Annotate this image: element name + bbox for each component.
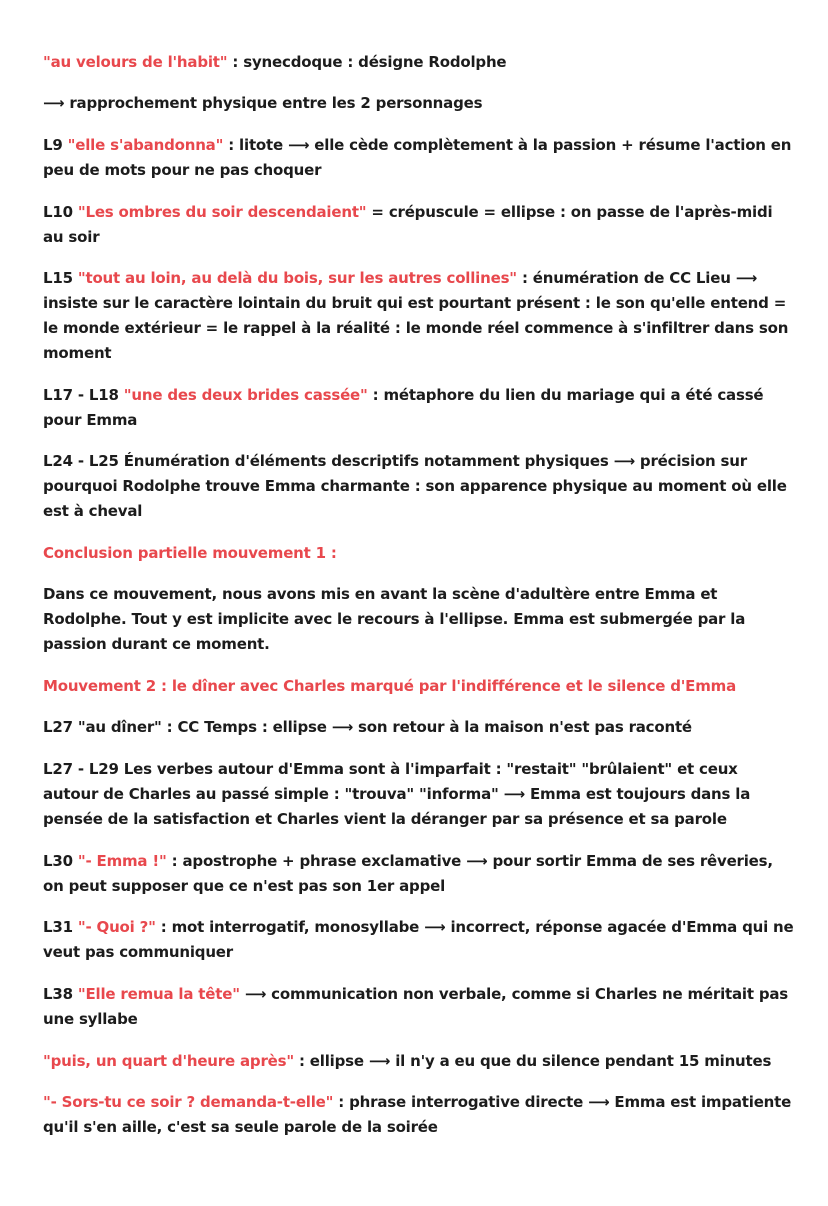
quote-highlight: Conclusion partielle mouvement 1 : xyxy=(43,544,337,562)
text-run: L27 "au dîner" : CC Temps : ellipse ⟶ son retour à la maison n'est pas raconté xyxy=(43,718,692,736)
text-run: L10 xyxy=(43,203,78,221)
text-run: : phrase interrogative directe ⟶ Emma est impatiente qu'il s'en aille, c'est sa seule parole de la soirée xyxy=(43,1093,792,1136)
section-heading xyxy=(43,541,795,566)
text-run: L30 xyxy=(43,852,78,870)
text-run: L17 - L18 xyxy=(43,386,124,404)
text-run: : ellipse ⟶ il n'y a eu que du silence pendant 15 minutes xyxy=(293,1052,772,1070)
paragraph xyxy=(43,91,795,116)
paragraph xyxy=(43,849,795,899)
paragraph xyxy=(43,200,795,250)
paragraph xyxy=(43,757,795,832)
paragraph xyxy=(43,133,795,183)
text-run: L27 - L29 Les verbes autour d'Emma sont à l'imparfait : "restait" "brûlaient" et ceux autour de Charles au passé simple : "trouva" "informa" ⟶ Emma est toujours dans la pensée de la satisfaction et Charles vient la déranger par sa présence et sa parole xyxy=(43,760,751,828)
text-run: ⟶ rapprochement physique entre les 2 personnages xyxy=(43,94,483,112)
paragraph xyxy=(43,50,795,75)
quote-highlight: "Les ombres du soir descendaient" xyxy=(77,203,367,221)
text-run: : apostrophe + phrase exclamative ⟶ pour sortir Emma de ses rêveries, on peut supposer que ce n'est pas son 1er appel xyxy=(43,852,773,895)
section-heading xyxy=(43,674,795,699)
paragraph xyxy=(43,1090,795,1140)
paragraph xyxy=(43,1049,795,1074)
paragraph xyxy=(43,982,795,1032)
quote-highlight: "- Quoi ?" xyxy=(77,918,156,936)
quote-highlight: "puis, un quart d'heure après" xyxy=(43,1052,294,1070)
quote-highlight: "- Emma !" xyxy=(77,852,167,870)
text-run: = crépuscule = ellipse : on passe de l'après-midi au soir xyxy=(43,203,773,246)
paragraph xyxy=(43,915,795,965)
text-run: L31 xyxy=(43,918,78,936)
paragraph xyxy=(43,266,795,366)
quote-highlight: "Elle remua la tête" xyxy=(77,985,240,1003)
quote-highlight: "elle s'abandonna" xyxy=(67,136,224,154)
text-run: : synecdoque : désigne Rodolphe xyxy=(227,53,507,71)
text-run: Dans ce mouvement, nous avons mis en avant la scène d'adultère entre Emma et Rodolphe. Tout y est implicite avec le recours à l'ellipse. Emma est submergée par la passion durant ce moment. xyxy=(43,585,746,653)
text-run: L9 xyxy=(43,136,68,154)
quote-highlight: "- Sors-tu ce soir ? demanda-t-elle" xyxy=(43,1093,334,1111)
quote-highlight: "tout au loin, au delà du bois, sur les autres collines" xyxy=(77,269,517,287)
text-run: : litote ⟶ elle cède complètement à la passion + résume l'action en peu de mots pour ne pas choquer xyxy=(43,136,792,179)
quote-highlight: Mouvement 2 : le dîner avec Charles marqué par l'indifférence et le silence d'Emma xyxy=(43,677,737,695)
text-run: ⟶ communication non verbale, comme si Charles ne méritait pas une syllabe xyxy=(43,985,789,1028)
text-run: L24 - L25 Énumération d'éléments descriptifs notamment physiques ⟶ précision sur pourquoi Rodolphe trouve Emma charmante : son apparence physique au moment où elle est à cheval xyxy=(43,452,787,520)
text-run: : métaphore du lien du mariage qui a été cassé pour Emma xyxy=(43,386,764,429)
paragraph xyxy=(43,449,795,524)
quote-highlight: "une des deux brides cassée" xyxy=(123,386,368,404)
paragraph xyxy=(43,715,795,740)
paragraph xyxy=(43,582,795,657)
text-run: L15 xyxy=(43,269,78,287)
quote-highlight: "au velours de l'habit" xyxy=(43,53,228,71)
text-run: L38 xyxy=(43,985,78,1003)
text-run: : énumération de CC Lieu ⟶ insiste sur le caractère lointain du bruit qui est pourtant présent : le son qu'elle entend = le monde extérieur = le rappel à la réalité : le monde réel commence à s'infiltrer dans son moment xyxy=(43,269,789,362)
text-run: : mot interrogatif, monosyllabe ⟶ incorrect, réponse agacée d'Emma qui ne veut pas communiquer xyxy=(43,918,794,961)
paragraph xyxy=(43,383,795,433)
